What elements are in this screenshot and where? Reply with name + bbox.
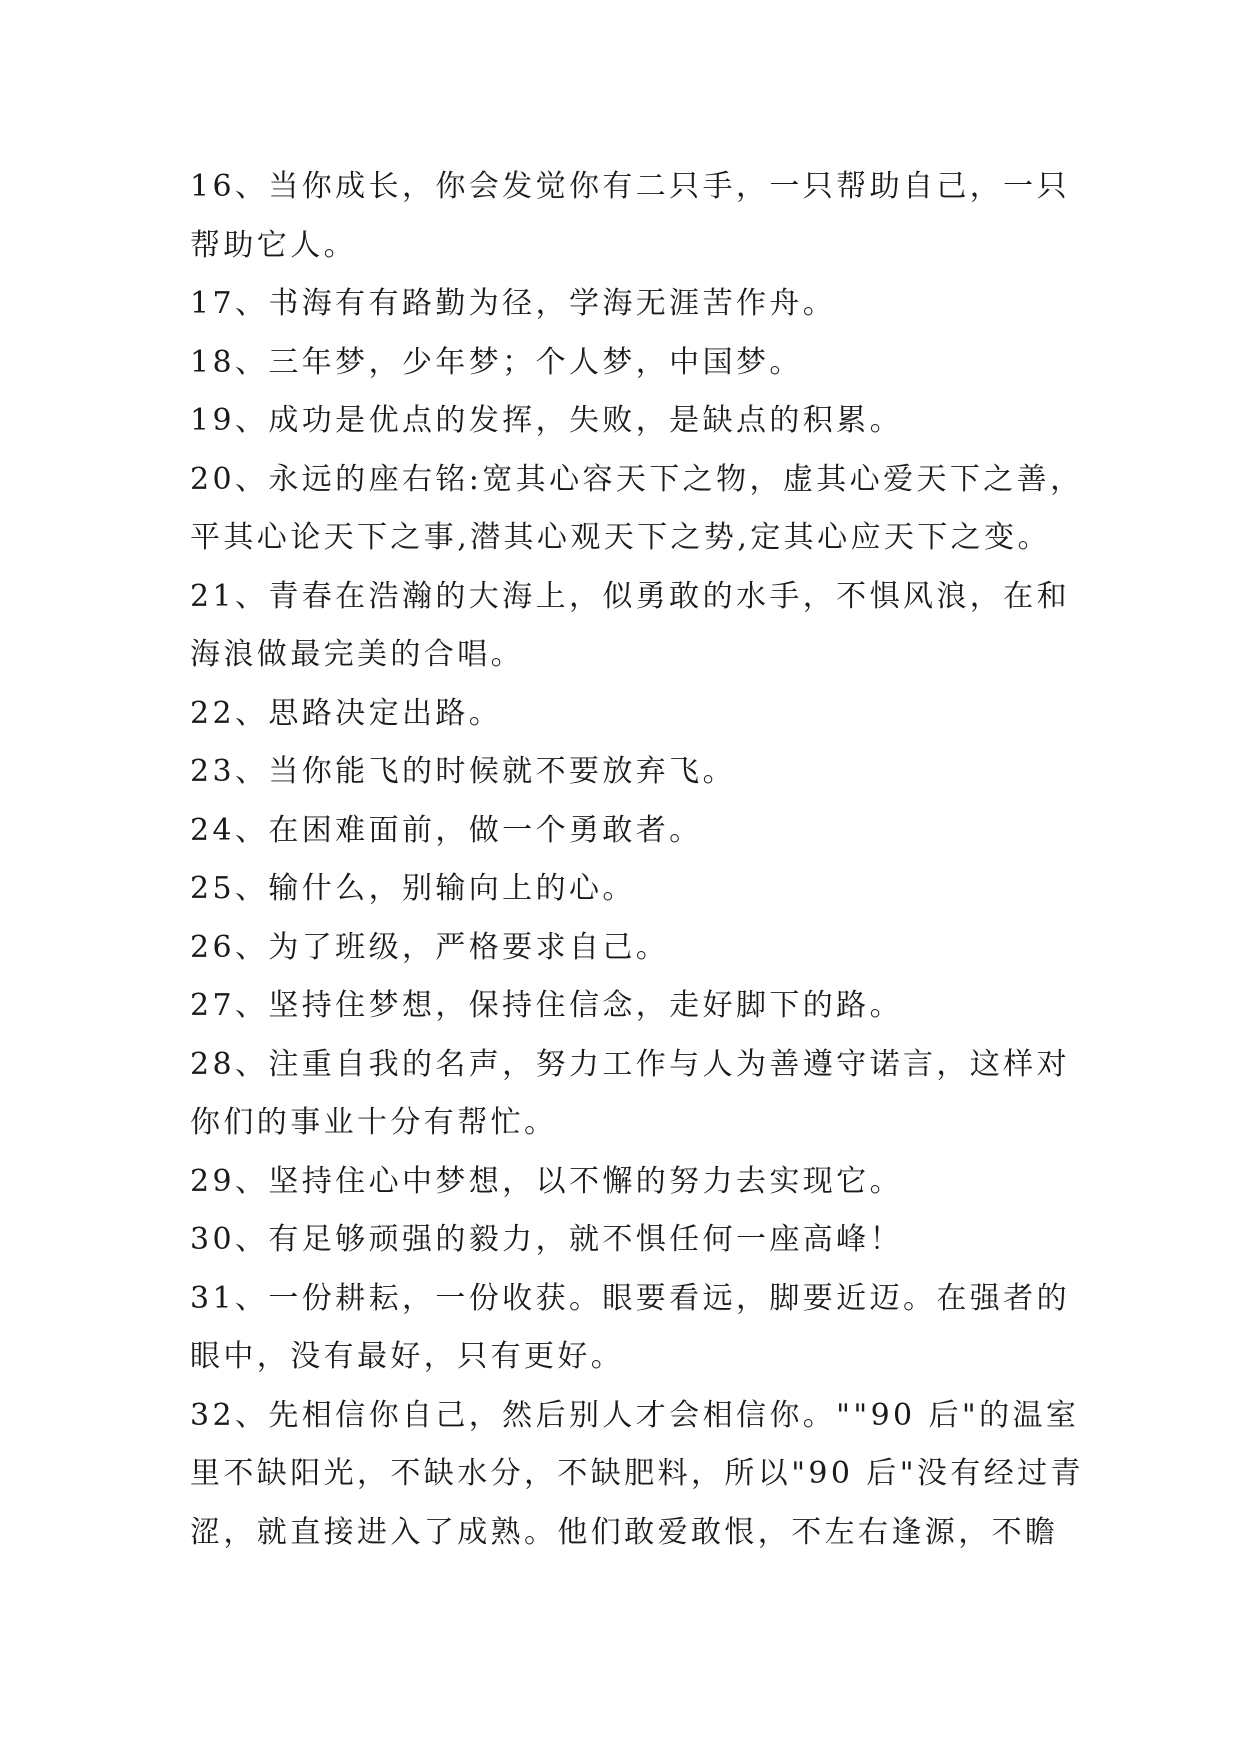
text-line: 29、坚持住心中梦想，以不懈的努力去实现它。 [190, 1163, 903, 1199]
text-line: 31、一份耕耘，一份收获。眼要看远，脚要近迈。在强者的 [190, 1280, 1070, 1316]
text-line: 30、有足够顽强的毅力，就不惧任何一座高峰！ [190, 1222, 903, 1257]
text-line: 19、成功是优点的发挥，失败，是缺点的积累。 [190, 403, 903, 438]
text-line: 17、书海有有路勤为径，学海无涯苦作舟。 [190, 286, 837, 321]
text-line: 涩，就直接进入了成熟。他们敢爱敢恨，不左右逢源，不瞻 [190, 1514, 1059, 1550]
text-line: 平其心论天下之事,潜其心观天下之势,定其心应天下之变。 [190, 520, 1051, 555]
text-line: 26、为了班级，严格要求自己。 [190, 929, 670, 965]
text-line: 28、注重自我的名声，努力工作与人为善遵守诺言，这样对 [190, 1046, 1070, 1082]
text-line: 27、坚持住梦想，保持住信念，走好脚下的路。 [190, 988, 903, 1023]
text-line: 32、先相信你自己，然后别人才会相信你。""90 后"的温室 [190, 1397, 1080, 1433]
text-line: 20、永远的座右铭:宽其心容天下之物，虚其心爱天下之善， [190, 461, 1084, 497]
text-line: 你们的事业十分有帮忙。 [190, 1105, 558, 1140]
text-line: 里不缺阳光，不缺水分，不缺肥料，所以"90 后"没有经过青 [190, 1456, 1084, 1491]
text-line: 18、三年梦，少年梦；个人梦，中国梦。 [190, 344, 803, 380]
text-line: 23、当你能飞的时候就不要放弃飞。 [190, 754, 736, 789]
text-line: 帮助它人。 [190, 227, 357, 263]
text-line: 眼中，没有最好，只有更好。 [190, 1339, 625, 1374]
text-line: 海浪做最完美的合唱。 [190, 637, 524, 672]
text-line: 25、输什么，别输向上的心。 [190, 871, 636, 906]
document-body [190, 158, 1084, 1562]
text-line: 16、当你成长，你会发觉你有二只手，一只帮助自己，一只 [190, 169, 1070, 204]
text-line: 21、青春在浩瀚的大海上，似勇敢的水手，不惧风浪，在和 [190, 578, 1070, 614]
text-line: 22、思路决定出路。 [190, 695, 503, 731]
text-line: 24、在困难面前，做一个勇敢者。 [190, 812, 703, 848]
